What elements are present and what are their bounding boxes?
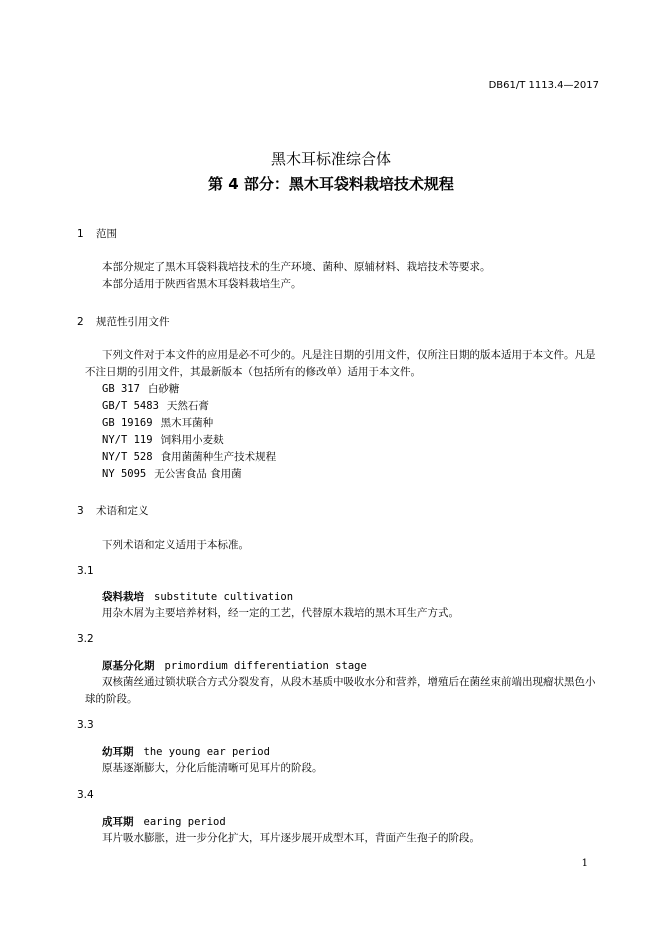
term-number: 3.3: [77, 719, 94, 731]
reference-code: NY 5095: [102, 468, 147, 480]
term-english: the young ear period: [143, 746, 270, 758]
reference-title: 白砂糖: [147, 383, 180, 395]
term-english: primordium differentiation stage: [164, 660, 367, 672]
reference-item: [102, 449, 276, 466]
reference-item: [102, 381, 276, 398]
section-number: 1: [77, 228, 84, 240]
term-chinese: 幼耳期: [102, 746, 134, 758]
page-number: 1: [581, 858, 588, 869]
term-definition: 耳片吸水膨胀，进一步分化扩大，耳片逐步展开成型木耳，背面产生孢子的阶段。: [102, 832, 480, 844]
reference-code: GB 19169: [102, 417, 153, 429]
reference-title: 黑木耳菌种: [160, 417, 214, 429]
term-chinese: 成耳期: [102, 816, 134, 828]
document-number: DB61/T 1113.4—2017: [488, 80, 599, 91]
section-number: 3: [77, 505, 84, 517]
term-english: substitute cultivation: [154, 591, 294, 603]
references-intro: 下列文件对于本文件的应用是必不可少的。凡是注日期的引用文件，仅所注日期的版本适用于本文件。凡是不注日期的引用文件，其最新版本（包括所有的修改单）适用于本文件。: [85, 349, 596, 378]
section-number: 2: [77, 316, 84, 328]
section-title: 规范性引用文件: [96, 316, 170, 328]
reference-code: NY/T 119: [102, 434, 153, 446]
term-number: 3.1: [77, 565, 94, 577]
reference-title: 无公害食品 食用菌: [154, 468, 242, 480]
section-title: 术语和定义: [96, 505, 149, 517]
term-entry: [102, 814, 226, 829]
section-heading-scope: [77, 226, 117, 241]
term-chinese: 袋料栽培: [102, 591, 144, 603]
reference-item: [102, 415, 276, 432]
section-title: 范围: [96, 228, 117, 240]
reference-item: [102, 432, 276, 449]
reference-code: NY/T 528: [102, 451, 153, 463]
reference-list: [102, 381, 276, 483]
term-entry: [102, 658, 367, 673]
term-chinese: 原基分化期: [102, 660, 155, 672]
term-number: 3.2: [77, 633, 94, 645]
term-number: 3.4: [77, 789, 94, 801]
reference-code: GB/T 5483: [102, 400, 159, 412]
term-entry: [102, 744, 270, 759]
terms-intro: 下列术语和定义适用于本标准。: [102, 539, 249, 551]
reference-title: 天然石膏: [166, 400, 209, 412]
reference-title: 食用菌菌种生产技术规程: [160, 451, 277, 463]
scope-paragraph-1: 本部分规定了黑木耳袋料栽培技术的生产环境、菌种、原辅材料、栽培技术等要求。: [102, 261, 491, 273]
reference-item: [102, 466, 276, 483]
document-title: 黑木耳标准综合体: [270, 150, 391, 168]
reference-item: [102, 398, 276, 415]
reference-code: GB 317: [102, 383, 140, 395]
part-title: 第 4 部分：黑木耳袋料栽培技术规程: [208, 175, 454, 193]
term-definition: 双核菌丝通过锁状联合方式分裂发育，从段木基质中吸收水分和营养，增殖后在菌丝束前端出现瘤状黑色小球的阶段。: [85, 676, 596, 705]
reference-title: 饲料用小麦麸: [160, 434, 224, 446]
term-definition: 原基逐渐膨大，分化后能清晰可见耳片的阶段。: [102, 762, 323, 774]
term-definition: 用杂木屑为主要培养材料，经一定的工艺，代替原木栽培的黑木耳生产方式。: [102, 607, 459, 619]
term-english: earing period: [143, 816, 226, 828]
term-entry: [102, 589, 293, 604]
section-heading-terms: [77, 503, 149, 518]
section-heading-references: [77, 314, 170, 329]
scope-paragraph-2: 本部分适用于陕西省黑木耳袋料栽培生产。: [102, 278, 302, 290]
